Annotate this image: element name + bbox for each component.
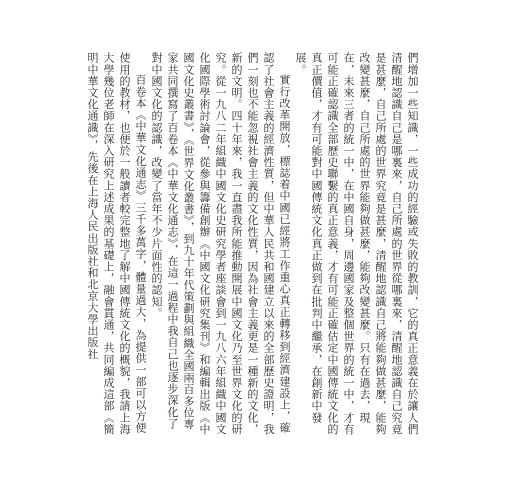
paragraph-2: 實行改革開放，標誌着中國已經將工作重心真正轉移到經濟建設上，確認了社會主義的經濟性質，但中華人民共和國建立以來的全部歷史證明，我們一刻也不能忽視社會主義的文化性質，因為社會主義更是一種新的文化，新的文明。四十年來，我一直盡我所能推動開展中國文化乃至世界文化的研究。從一九八二年組織中國文化史研究學者座談會到一九八六年組織中國文化國際學術討論會，從參與籌備創辦《中國文化研究集刊》和編輯出版《中國文化史叢書》，《世界文化叢書》，到九十年代策劃與組織全國兩百多位專家共同撰寫了百卷本《中華文化通志》，在這一過程中我自己也逐步深化了對中國文化的認識，改變了當年不少片面性的認知。 [150, 52, 291, 435]
vertical-text-body [86, 52, 420, 437]
paragraph-3: 百卷本《中華文化通志》三千多萬字，體量過大，為提供一部可以方便使用的教材，也便於一般讀者較完整地了解中國傳統文化的概貌，我請上海大學幾位老師在深入研究上述成果的基礎上，融會貫通，共同編成這部《簡明中華文化通識》，先後在上海人民出版社和北京大學出版社 [86, 52, 147, 435]
paragraph-1: 們增加一些知識，一些成功的經驗或失敗的教訓，它的真正意義在於讓人們清醒地認識自己是哪裏來，自己所處的世界從哪裏來，清醒地認識自己究竟是甚麼，自己所處的世界究竟是甚麼，清醒地認識自己將能夠做甚麼，能夠改變甚麼，自己所處的世界能夠做甚麼，能夠改變甚麼。只有在過去，現在，未來三者的統一中，在中國自身，周邊國家及整個世界的統一中，才有可能正確認識全部歷史聯繫的真正意義，才有可能正確估定中國傳統文化的真正價值，才有可能對中國傳統文化真正做到在批判中繼承，在創新中發展。 [294, 52, 419, 435]
